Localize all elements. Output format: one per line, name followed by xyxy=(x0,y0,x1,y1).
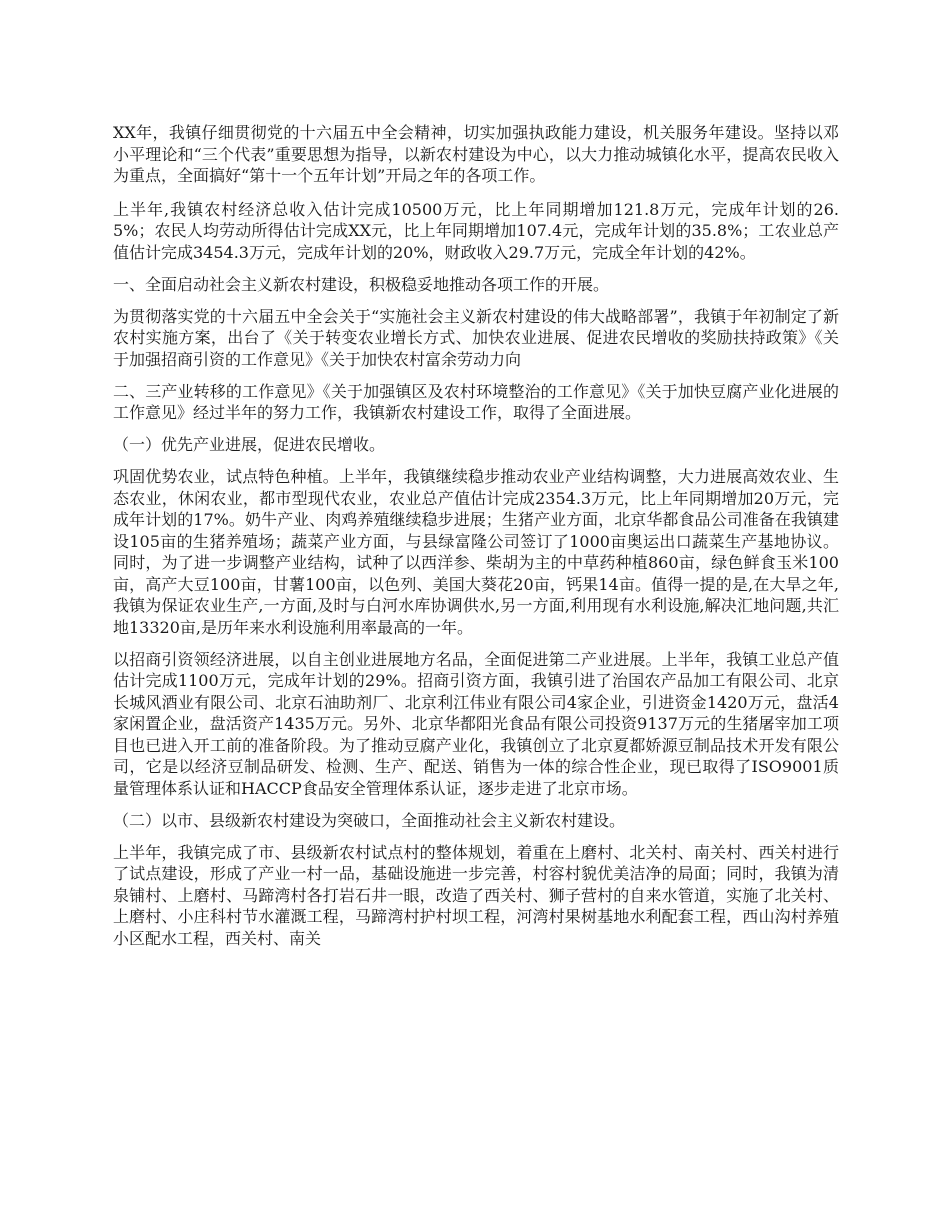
subsection-heading-2: （二）以市、县级新农村建设为突破口，全面推动社会主义新农村建设。 xyxy=(113,810,626,830)
paragraph-village-construction: 上半年，我镇完成了市、县级新农村试点村的整体规划，着重在上磨村、北关村、南关村、西关村进行了试点建设，形成了产业一村一品，基础设施进一步完善，村容村貌优美洁净的局面；同时，我镇为清泉铺村、上磨村、马蹄湾村各打岩石井一眼，改造了西关村、狮子营村的自来水管道，实施了北关村、上磨村、小庄科村节水灌溉工程，马蹄湾村护村坝工程，河湾村果树基地水利配套工程，西山沟村养殖小区配水工程，西关村、南关 xyxy=(113,842,839,948)
paragraph-policy-continued: 二、三产业转移的工作意见》《关于加强镇区及农村环境整治的工作意见》《关于加快豆腐产业化进展的工作意见》经过半年的努力工作，我镇新农村建设工作，取得了全面进展。 xyxy=(113,381,839,422)
document-body xyxy=(113,122,839,960)
paragraph-industry: 以招商引资领经济进展，以自主创业进展地方名品，全面促进第二产业进展。上半年，我镇工业总产值估计完成1100万元，完成年计划的29%。招商引资方面，我镇引进了治国农产品加工有限公司、北京长城风酒业有限公司、北京石油助剂厂、北京利江伟业有限公司4家企业，引进资金1420万元，盘活4家闲置企业，盘活资产1435万元。另外、北京华都阳光食品有限公司投资9137万元的生猪屠宰加工项目也已进入开工前的准备阶段。为了推动豆腐产业化，我镇创立了北京夏都娇源豆制品技术开发有限公司，它是以经济豆制品研发、检测、生产、配送、销售为一体的综合性企业，现已取得了ISO9001质量管理体系认证和HACCP食品安全管理体系认证，逐步走进了北京市场。 xyxy=(113,649,839,798)
subsection-heading-1: （一）优先产业进展，促进农民增收。 xyxy=(113,435,386,454)
paragraph-agriculture: 巩固优势农业，试点特色种植。上半年，我镇继续稳步推动农业产业结构调整，大力进展高效农业、生态农业，休闲农业，都市型现代农业，农业总产值估计完成2354.3万元，比上年同期增加20万元，完成年计划的17%。奶牛产业、肉鸡养殖继续稳步进展；生猪产业方面，北京华都食品公司准备在我镇建设105亩的生猪养殖场；蔬菜产业方面，与县绿富隆公司签订了1000亩奥运出口蔬菜生产基地协议。同时，为了进一步调整产业结构，试种了以西洋参、柴胡为主的中草药种植860亩，绿色鲜食玉米100亩，高产大豆100亩，甘薯100亩，以色列、美国大葵花20亩，钙果14亩。值得一提的是,在大旱之年,我镇为保证农业生产,一方面,及时与白河水库协调供水,另一方面,利用现有水利设施,解决汇地问题,共汇地13320亩,是历年来水利设施利用率最高的一年。 xyxy=(113,467,839,637)
paragraph-policy: 为贯彻落实党的十六届五中全会关于“实施社会主义新农村建设的伟大战略部署”，我镇于年初制定了新农村实施方案，出台了《关于转变农业增长方式、加快农业进展、促进农民增收的奖励扶持政策》《关于加强招商引资的工作意见》《关于加快农村富余劳动力向 xyxy=(113,306,839,369)
section-heading-1: 一、全面启动社会主义新农村建设，积极稳妥地推动各项工作的开展。 xyxy=(113,274,610,294)
paragraph-economy-summary: 上半年,我镇农村经济总收入估计完成10500万元，比上年同期增加121.8万元，完成年计划的26.5%；农民人均劳动所得估计完成XX元，比上年同期增加107.4元，完成年计划的35.8%；工农业总产值估计完成3454.3万元，完成年计划的20%，财政收入29.7万元，完成全年计划的42%。 xyxy=(113,199,839,262)
paragraph-intro: XX年，我镇仔细贯彻党的十六届五中全会精神，切实加强执政能力建设，机关服务年建设。坚持以邓小平理论和“三个代表”重要思想为指导，以新农村建设为中心，以大力推动城镇化水平，提高农民收入为重点，全面搞好“第十一个五年计划”开局之年的各项工作。 xyxy=(113,123,839,185)
